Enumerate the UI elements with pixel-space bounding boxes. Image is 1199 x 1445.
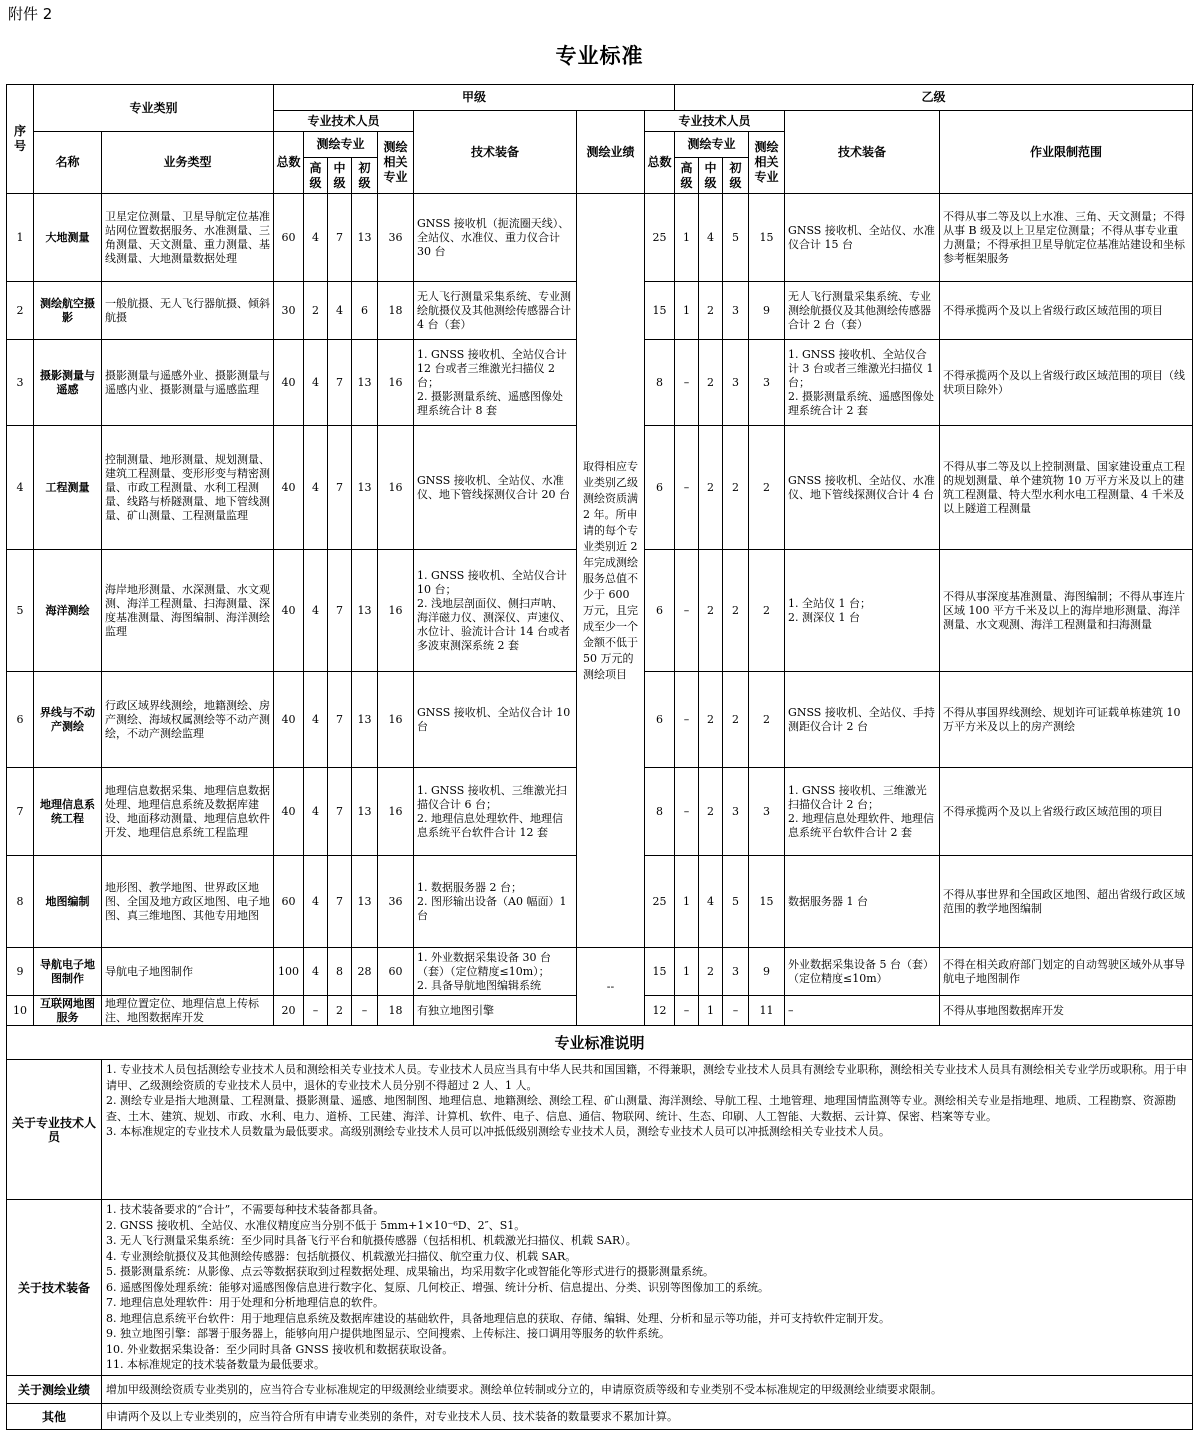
header-grade-a: 甲级 [274, 85, 675, 111]
b-middle: 2 [699, 550, 723, 672]
note-line: 2. 测绘专业是指大地测量、工程测量、摄影测量、遥感、地图制图、地理信息、地籍测绘、测绘工程、矿山测量、海洋测绘、导航工程、土地管理、地理国情监测等专业。测绘相关专业是指地理、地质、工程勘察、资源勘查、土木、建筑、规划、市政、水利、电力、道桥、工民建、海洋、计算机、软件、电子、信息、通信、物联网、统计、生态、印刷、人工智能、大数据、云计算、保密、档案等专业。 [106, 1094, 1176, 1123]
a-senior: 4 [304, 672, 328, 768]
row-seq: 9 [7, 948, 34, 996]
a-middle: 7 [328, 340, 352, 426]
row-seq: 10 [7, 996, 34, 1026]
a-middle: 2 [328, 996, 352, 1026]
header-b-middle: 中级 [699, 158, 723, 194]
b-middle: 2 [699, 282, 723, 340]
note-row [7, 1376, 1193, 1404]
row-seq: 4 [7, 426, 34, 550]
note-line: 8. 地理信息系统平台软件：用于地理信息系统及数据库建设的基础软件，具备地理信息的获取、存储、编辑、处理、分析和显示等功能，并可支持软件定制开发。 [106, 1311, 890, 1325]
header-a-survey-major: 测绘专业 [304, 132, 378, 158]
a-total: 20 [274, 996, 304, 1026]
restriction-scope: 不得承揽两个及以上省级行政区域范围的项目（线状项目除外） [940, 340, 1193, 426]
row-name: 界线与不动产测绘 [34, 672, 102, 768]
b-senior: – [675, 426, 699, 550]
note-content [102, 1060, 1193, 1200]
b-equipment: GNSS 接收机、全站仪、水准仪合计 15 台 [785, 194, 940, 282]
a-related: 60 [378, 948, 414, 996]
a-equipment: GNSS 接收机、全站仪、水准仪、地下管线探测仪合计 20 台 [414, 426, 577, 550]
a-junior: 13 [352, 856, 378, 948]
note-line: 9. 独立地图引擎：部署于服务器上，能够向用户提供地图显示、空间搜索、上传标注、接口调用等服务的软件系统。 [106, 1327, 670, 1340]
note-line: 11. 本标准规定的技术装备数量为最低要求。 [106, 1358, 325, 1371]
b-equipment: 1. GNSS 接收机、三维激光扫描仪合计 2 台； 2. 地理信息处理软件、地理信息系统平台软件合计 2 套 [785, 768, 940, 856]
a-total: 40 [274, 768, 304, 856]
row-business: 控制测量、地形测量、规划测量、建筑工程测量、变形形变与精密测量、市政工程测量、水利工程测量、线路与桥隧测量、地下管线测量、矿山测量、工程测量监理 [102, 426, 274, 550]
note-line: 7. 地理信息处理软件：用于处理和分析地理信息的软件。 [106, 1296, 384, 1309]
restriction-scope: 不得从事世界和全国政区地图、超出省级行政区域范围的教学地图编制 [940, 856, 1193, 948]
header-b-equipment: 技术装备 [785, 111, 940, 194]
a-equipment: 1. GNSS 接收机、全站仪合计 12 台或者三维激光扫描仪 2 台； 2. 摄影测量系统、遥感图像处理系统合计 8 套 [414, 340, 577, 426]
b-middle: 2 [699, 426, 723, 550]
note-line: 3. 无人飞行测量采集系统：至少同时具备飞行平台和航摄传感器（包括相机、机载激光扫描仪、机载 SAR）。 [106, 1234, 637, 1247]
header-category: 专业类别 [34, 85, 274, 132]
a-related: 16 [378, 340, 414, 426]
b-senior: 1 [675, 856, 699, 948]
row-name: 工程测量 [34, 426, 102, 550]
a-middle: 4 [328, 282, 352, 340]
note-label: 其他 [7, 1404, 102, 1430]
row-seq: 5 [7, 550, 34, 672]
row-seq: 1 [7, 194, 34, 282]
b-related: 9 [749, 948, 785, 996]
a-equipment: GNSS 接收机、全站仪合计 10 台 [414, 672, 577, 768]
a-middle: 8 [328, 948, 352, 996]
a-total: 40 [274, 426, 304, 550]
b-junior: 5 [723, 856, 749, 948]
attachment-label: 附件 2 [8, 5, 53, 23]
b-senior: – [675, 550, 699, 672]
table-row [7, 194, 1193, 282]
a-senior: 4 [304, 550, 328, 672]
header-a-total: 总数 [274, 132, 304, 194]
b-senior: 1 [675, 282, 699, 340]
a-performance-dash: -- [577, 948, 645, 1026]
b-total: 25 [645, 856, 675, 948]
restriction-scope: 不得承揽两个及以上省级行政区域范围的项目 [940, 282, 1193, 340]
b-junior: 3 [723, 948, 749, 996]
note-content [102, 1200, 1193, 1376]
b-total: 15 [645, 948, 675, 996]
b-equipment: 外业数据采集设备 5 台（套）（定位精度≤10m） [785, 948, 940, 996]
note-line: 6. 遥感图像处理系统：能够对遥感图像信息进行数字化、复原、几何校正、增强、统计分析、信息提出、分类、识别等图像加工的系统。 [106, 1280, 769, 1294]
b-senior: – [675, 768, 699, 856]
b-related: 15 [749, 856, 785, 948]
a-related: 36 [378, 194, 414, 282]
b-junior: 2 [723, 672, 749, 768]
header-a-performance: 测绘业绩 [577, 111, 645, 194]
b-related: 2 [749, 550, 785, 672]
header-name: 名称 [34, 132, 102, 194]
b-equipment: 1. GNSS 接收机、全站仪合计 3 台或者三维激光扫描仪 1 台； 2. 摄影测量系统、遥感图像处理系统合计 2 套 [785, 340, 940, 426]
row-seq: 6 [7, 672, 34, 768]
standards-table [6, 84, 1193, 1430]
a-total: 40 [274, 340, 304, 426]
header-a-middle: 中级 [328, 158, 352, 194]
b-related: 3 [749, 768, 785, 856]
header-b-junior: 初级 [723, 158, 749, 194]
b-related: 11 [749, 996, 785, 1026]
a-equipment: 无人飞行测量采集系统、专业测绘航摄仪及其他测绘传感器合计 4 台（套） [414, 282, 577, 340]
b-junior: 3 [723, 768, 749, 856]
a-junior: – [352, 996, 378, 1026]
a-senior: 4 [304, 856, 328, 948]
page-title: 专业标准 [555, 44, 644, 68]
row-name: 大地测量 [34, 194, 102, 282]
a-middle: 7 [328, 426, 352, 550]
header-a-senior: 高级 [304, 158, 328, 194]
a-equipment: 1. 外业数据采集设备 30 台（套）（定位精度≤10m）； 2. 具备导航地图编辑系统 [414, 948, 577, 996]
row-seq: 7 [7, 768, 34, 856]
row-business: 一般航摄、无人飞行器航摄、倾斜航摄 [102, 282, 274, 340]
b-junior: 2 [723, 426, 749, 550]
note-line: 增加甲级测绘资质专业类别的，应当符合专业标准规定的甲级测绘业绩要求。测绘单位转制或分立的，申请原资质等级和专业类别不受本标准规定的甲级测绘业绩要求限制。 [106, 1382, 942, 1396]
header-b-staff: 专业技术人员 [645, 111, 785, 132]
row-name: 互联网地图服务 [34, 996, 102, 1026]
a-equipment: 1. GNSS 接收机、三维激光扫描仪合计 6 台； 2. 地理信息处理软件、地理信息系统平台软件合计 12 套 [414, 768, 577, 856]
a-related: 16 [378, 672, 414, 768]
row-name: 摄影测量与遥感 [34, 340, 102, 426]
b-junior: 3 [723, 282, 749, 340]
note-line: 2. GNSS 接收机、全站仪、水准仪精度应当分别不低于 5mm+1×10⁻⁶D、2″、S1。 [106, 1218, 526, 1232]
b-total: 8 [645, 340, 675, 426]
b-equipment: GNSS 接收机、全站仪、手持测距仪合计 2 台 [785, 672, 940, 768]
a-senior: 4 [304, 194, 328, 282]
b-equipment: 数据服务器 1 台 [785, 856, 940, 948]
a-total: 40 [274, 550, 304, 672]
a-related: 16 [378, 426, 414, 550]
a-junior: 28 [352, 948, 378, 996]
header-a-staff: 专业技术人员 [274, 111, 414, 132]
a-middle: 7 [328, 194, 352, 282]
a-related: 36 [378, 856, 414, 948]
restriction-scope: 不得在相关政府部门划定的自动驾驶区域外从事导航电子地图制作 [940, 948, 1193, 996]
note-content [102, 1376, 1193, 1404]
a-performance: 取得相应专业类别乙级测绘资质满 2 年。所申请的每个专业类别近 2 年完成测绘服务总值不少于 600 万元，且完成至少一个金额不低于 50 万元的测绘项目 [577, 194, 645, 948]
a-related: 16 [378, 550, 414, 672]
b-middle: 2 [699, 672, 723, 768]
restriction-scope: 不得承揽两个及以上省级行政区域范围的项目 [940, 768, 1193, 856]
a-total: 40 [274, 672, 304, 768]
a-total: 100 [274, 948, 304, 996]
a-equipment: GNSS 接收机（扼流圈天线）、全站仪、水准仪、重力仪合计 30 台 [414, 194, 577, 282]
restriction-scope: 不得从事二等及以上水准、三角、天文测量；不得从事 B 级及以上卫星定位测量；不得从事专业重力测量；不得承担卫星导航定位基准站建设和坐标参考框架服务 [940, 194, 1193, 282]
a-middle: 7 [328, 768, 352, 856]
header-b-senior: 高级 [675, 158, 699, 194]
a-total: 30 [274, 282, 304, 340]
a-junior: 6 [352, 282, 378, 340]
header-b-survey-major: 测绘专业 [675, 132, 749, 158]
a-equipment: 1. GNSS 接收机、全站仪合计 10 台； 2. 浅地层剖面仪、侧扫声呐、海洋磁力仪、测深仪、声速仪、水位计、验流计合计 14 台或者多波束测深系统 2 套 [414, 550, 577, 672]
notes-title: 专业标准说明 [7, 1026, 1193, 1060]
row-seq: 8 [7, 856, 34, 948]
note-row [7, 1200, 1193, 1376]
row-name: 测绘航空摄影 [34, 282, 102, 340]
b-total: 8 [645, 768, 675, 856]
b-related: 2 [749, 672, 785, 768]
a-junior: 13 [352, 768, 378, 856]
b-junior: 3 [723, 340, 749, 426]
header-a-related: 测绘相关专业 [378, 132, 414, 194]
row-business: 行政区域界线测绘，地籍测绘、房产测绘、海域权属测绘等不动产测绘，不动产测绘监理 [102, 672, 274, 768]
a-junior: 13 [352, 672, 378, 768]
a-junior: 13 [352, 340, 378, 426]
b-middle: 2 [699, 768, 723, 856]
header-b-total: 总数 [645, 132, 675, 194]
b-total: 15 [645, 282, 675, 340]
row-name: 海洋测绘 [34, 550, 102, 672]
a-middle: 7 [328, 672, 352, 768]
a-total: 60 [274, 856, 304, 948]
header-business: 业务类型 [102, 132, 274, 194]
b-equipment: GNSS 接收机、全站仪、水准仪、地下管线探测仪合计 4 台 [785, 426, 940, 550]
row-business: 摄影测量与遥感外业、摄影测量与遥感内业、摄影测量与遥感监理 [102, 340, 274, 426]
b-equipment: 1. 全站仪 1 台； 2. 测深仪 1 台 [785, 550, 940, 672]
row-business: 地理信息数据采集、地理信息数据处理、地理信息系统及数据库建设、地面移动测量、地理信息软件开发、地理信息系统工程监理 [102, 768, 274, 856]
note-row [7, 1060, 1193, 1200]
b-junior: 2 [723, 550, 749, 672]
note-line: 5. 摄影测量系统：从影像、点云等数据获取到过程数据处理、成果输出，均采用数字化或智能化等形式进行的摄影测量系统。 [106, 1265, 714, 1278]
a-equipment: 有独立地图引擎 [414, 996, 577, 1026]
row-business: 地理位置定位、地理信息上传标注、地图数据库开发 [102, 996, 274, 1026]
restriction-scope: 不得从事二等及以上控制测量、国家建设重点工程的规划测量、单个建筑物 10 万平方米及以上的建筑工程测量、特大型水利水电工程测量、4 千米及以上隧道工程测量 [940, 426, 1193, 550]
note-line: 1. 专业技术人员包括测绘专业技术人员和测绘相关专业技术人员。专业技术人员应当具有中华人民共和国国籍，不得兼职，测绘专业技术人员具有测绘专业职称，测绘相关专业技术人员具有测绘相关专业学历或职称。用于申请甲、乙级测绘资质的专业技术人员中，退休的专业技术人员分别不得超过 2 人、1 人。 [106, 1063, 1187, 1092]
a-senior: 4 [304, 948, 328, 996]
note-row [7, 1404, 1193, 1430]
b-related: 9 [749, 282, 785, 340]
a-middle: 7 [328, 550, 352, 672]
b-middle: 4 [699, 194, 723, 282]
a-related: 18 [378, 282, 414, 340]
b-related: 2 [749, 426, 785, 550]
a-senior: 4 [304, 340, 328, 426]
header-scope: 作业限制范围 [940, 111, 1193, 194]
note-label: 关于技术装备 [7, 1200, 102, 1376]
note-line: 申请两个及以上专业类别的，应当符合所有申请专业类别的条件，对专业技术人员、技术装备的数量要求不累加计算。 [106, 1409, 678, 1423]
header-grade-b: 乙级 [675, 85, 1193, 111]
row-name: 地图编制 [34, 856, 102, 948]
note-line: 10. 外业数据采集设备：至少同时具备 GNSS 接收机和数据获取设备。 [106, 1342, 454, 1356]
a-senior: – [304, 996, 328, 1026]
b-equipment: 无人飞行测量采集系统、专业测绘航摄仪及其他测绘传感器合计 2 台（套） [785, 282, 940, 340]
b-senior: – [675, 996, 699, 1026]
a-related: 18 [378, 996, 414, 1026]
note-line: 1. 技术装备要求的“合计”，不需要每种技术装备都具备。 [106, 1203, 385, 1216]
header-seq: 序号 [7, 85, 34, 194]
a-senior: 4 [304, 768, 328, 856]
b-total: 12 [645, 996, 675, 1026]
a-senior: 2 [304, 282, 328, 340]
row-business: 导航电子地图制作 [102, 948, 274, 996]
a-middle: 7 [328, 856, 352, 948]
b-total: 25 [645, 194, 675, 282]
note-content [102, 1404, 1193, 1430]
row-business: 地形图、教学地图、世界政区地图、全国及地方政区地图、电子地图、真三维地图、其他专用地图 [102, 856, 274, 948]
b-total: 6 [645, 550, 675, 672]
row-name: 导航电子地图制作 [34, 948, 102, 996]
header-a-equipment: 技术装备 [414, 111, 577, 194]
note-line: 4. 专业测绘航摄仪及其他测绘传感器：包括航摄仪、机载激光扫描仪、航空重力仪、机载 SAR。 [106, 1249, 577, 1263]
b-middle: 2 [699, 340, 723, 426]
note-line: 3. 本标准规定的专业技术人员数量为最低要求。高级别测绘专业技术人员可以冲抵低级别测绘专业技术人员，测绘专业技术人员可以冲抵测绘相关专业技术人员。 [106, 1125, 890, 1138]
a-senior: 4 [304, 426, 328, 550]
b-related: 3 [749, 340, 785, 426]
b-middle: 4 [699, 856, 723, 948]
row-seq: 3 [7, 340, 34, 426]
b-senior: – [675, 672, 699, 768]
a-related: 16 [378, 768, 414, 856]
a-junior: 13 [352, 550, 378, 672]
b-senior: 1 [675, 948, 699, 996]
note-label: 关于专业技术人员 [7, 1060, 102, 1200]
b-junior: 5 [723, 194, 749, 282]
b-total: 6 [645, 426, 675, 550]
row-business: 卫星定位测量、卫星导航定位基准站网位置数据服务、水准测量、三角测量、天文测量、重力测量、基线测量、大地测量数据处理 [102, 194, 274, 282]
b-middle: 2 [699, 948, 723, 996]
row-seq: 2 [7, 282, 34, 340]
restriction-scope: 不得从事地图数据库开发 [940, 996, 1193, 1026]
a-equipment: 1. 数据服务器 2 台； 2. 图形输出设备（A0 幅面）1 台 [414, 856, 577, 948]
restriction-scope: 不得从事国界线测绘、规划许可证载单栋建筑 10 万平方米及以上的房产测绘 [940, 672, 1193, 768]
note-label: 关于测绘业绩 [7, 1376, 102, 1404]
b-senior: 1 [675, 194, 699, 282]
a-junior: 13 [352, 426, 378, 550]
b-equipment: – [785, 996, 940, 1026]
a-junior: 13 [352, 194, 378, 282]
header-b-related: 测绘相关专业 [749, 132, 785, 194]
table-row [7, 948, 1193, 996]
b-related: 15 [749, 194, 785, 282]
row-business: 海岸地形测量、水深测量、水文观测、海洋工程测量、扫海测量、深度基准测量、海图编制、海洋测绘监理 [102, 550, 274, 672]
restriction-scope: 不得从事深度基准测量、海图编制；不得从事连片区域 100 平方千米及以上的海岸地形测量、海洋测量、水文观测、海洋工程测量和扫海测量 [940, 550, 1193, 672]
header-a-junior: 初级 [352, 158, 378, 194]
b-junior: – [723, 996, 749, 1026]
a-total: 60 [274, 194, 304, 282]
b-senior: – [675, 340, 699, 426]
b-total: 6 [645, 672, 675, 768]
row-name: 地理信息系统工程 [34, 768, 102, 856]
b-middle: 1 [699, 996, 723, 1026]
